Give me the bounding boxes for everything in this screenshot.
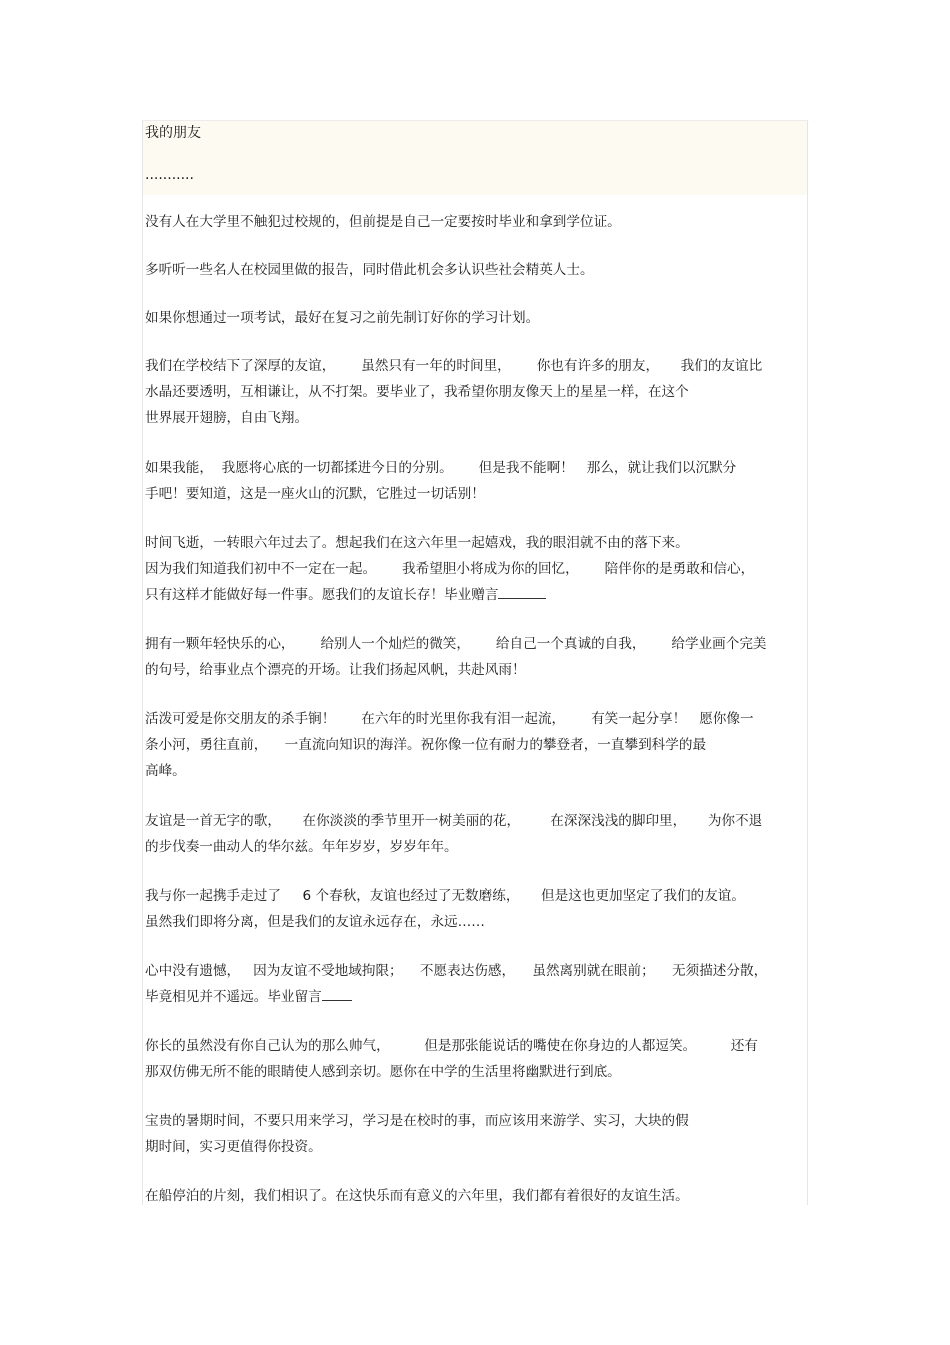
paragraph-line: 的句号，给事业点个漂亮的开场。让我们扬起风帆，共赴风雨！ <box>145 662 526 678</box>
paragraph-line: 如果我能， 我愿将心底的一切都揉进今日的分别。 但是我不能啊！ 那么，就让我们以沉默分 <box>145 460 737 476</box>
paragraph-line: 虽然我们即将分离，但是我们的友谊永远存在，永远…… <box>145 914 485 930</box>
paragraph-8 <box>145 706 754 784</box>
paragraph-line: 高峰。 <box>145 763 186 779</box>
paragraph-line: 我与你一起携手走过了 6 个春秋，友谊也经过了无数磨练， 但是这也更加坚定了我们的友谊。 <box>145 888 745 904</box>
paragraph-13 <box>145 1108 689 1160</box>
paragraph-line: 活泼可爱是你交朋友的杀手锏！ 在六年的时光里你我有泪一起流， 有笑一起分享！ 愿你像一 <box>145 711 754 727</box>
paragraph-line: 没有人在大学里不触犯过校规的，但前提是自己一定要按时毕业和拿到学位证。 <box>145 214 621 230</box>
document-page <box>142 120 808 1205</box>
paragraph-10 <box>145 883 745 935</box>
paragraph-text: 只有这样才能做好每一件事。愿我们的友谊长存！毕业赠言 <box>145 587 499 603</box>
paragraph-line: 宝贵的暑期时间，不要只用来学习，学习是在校时的事，而应该用来游学、实习，大块的假 <box>145 1113 689 1129</box>
paragraph-line: 那双仿佛无所不能的眼睛使人感到亲切。愿你在中学的生活里将幽默进行到底。 <box>145 1064 621 1080</box>
paragraph-line: 在船停泊的片刻，我们相识了。在这快乐而有意义的六年里，我们都有着很好的友谊生活。 <box>145 1188 689 1204</box>
paragraph-line: 世界展开翅膀，自由飞翔。 <box>145 410 309 426</box>
paragraph-line: 你长的虽然没有你自己认为的那么帅气， 但是那张能说话的嘴使在你身边的人都逗笑。 还有 <box>145 1038 758 1054</box>
paragraph-line: 友谊是一首无字的歌， 在你淡淡的季节里开一树美丽的花， 在深深浅浅的脚印里， 为你不退 <box>145 813 763 829</box>
paragraph-line-with-underline <box>145 582 754 608</box>
header-box <box>143 121 807 195</box>
paragraph-14 <box>145 1183 689 1209</box>
paragraph-3 <box>145 305 539 331</box>
paragraph-text: 毕竟相见并不遥远。毕业留言 <box>145 989 322 1005</box>
paragraph-4 <box>145 353 762 431</box>
underline-blank <box>322 986 352 1001</box>
paragraph-5 <box>145 455 736 507</box>
paragraph-2 <box>145 257 594 283</box>
paragraph-line-with-underline <box>145 984 767 1010</box>
title-ellipsis: ........... <box>145 167 194 183</box>
paragraph-line: 条小河，勇往直前， 一直流向知识的海洋。祝你像一位有耐力的攀登者，一直攀到科学的最 <box>145 737 707 753</box>
paragraph-line: 我们在学校结下了深厚的友谊， 虽然只有一年的时间里， 你也有许多的朋友， 我们的友谊比 <box>145 358 763 374</box>
paragraph-line: 的步伐奏一曲动人的华尔兹。年年岁岁，岁岁年年。 <box>145 839 458 855</box>
paragraph-line: 期时间，实习更值得你投资。 <box>145 1139 322 1155</box>
paragraph-line: 手吧！要知道，这是一座火山的沉默，它胜过一切话别！ <box>145 486 485 502</box>
paragraph-1 <box>145 209 621 235</box>
underline-blank <box>498 584 546 599</box>
paragraph-line: 多听听一些名人在校园里做的报告，同时借此机会多认识些社会精英人士。 <box>145 262 594 278</box>
paragraph-line: 心中没有遗憾， 因为友谊不受地域拘限； 不愿表达伤感， 虽然离别就在眼前； 无须描述分散， <box>145 963 768 979</box>
paragraph-6 <box>145 530 754 608</box>
paragraph-line: 水晶还要透明，互相谦让，从不打架。要毕业了，我希望你朋友像天上的星星一样，在这个 <box>145 384 689 400</box>
paragraph-line: 时间飞逝，一转眼六年过去了。想起我们在这六年里一起嬉戏，我的眼泪就不由的落下来。 <box>145 535 689 551</box>
paragraph-line: 因为我们知道我们初中不一定在一起。 我希望胆小将成为你的回忆， 陪伴你的是勇敢和信心， <box>145 561 755 577</box>
paragraph-11 <box>145 958 767 1010</box>
paragraph-7 <box>145 631 767 683</box>
paragraph-9 <box>145 808 762 860</box>
paragraph-line: 如果你想通过一项考试，最好在复习之前先制订好你的学习计划。 <box>145 310 540 326</box>
paragraph-12 <box>145 1033 758 1085</box>
document-title: 我的朋友 <box>145 125 201 141</box>
paragraph-line: 拥有一颗年轻快乐的心， 给别人一个灿烂的微笑， 给自己一个真诚的自我， 给学业画个完美 <box>145 636 767 652</box>
